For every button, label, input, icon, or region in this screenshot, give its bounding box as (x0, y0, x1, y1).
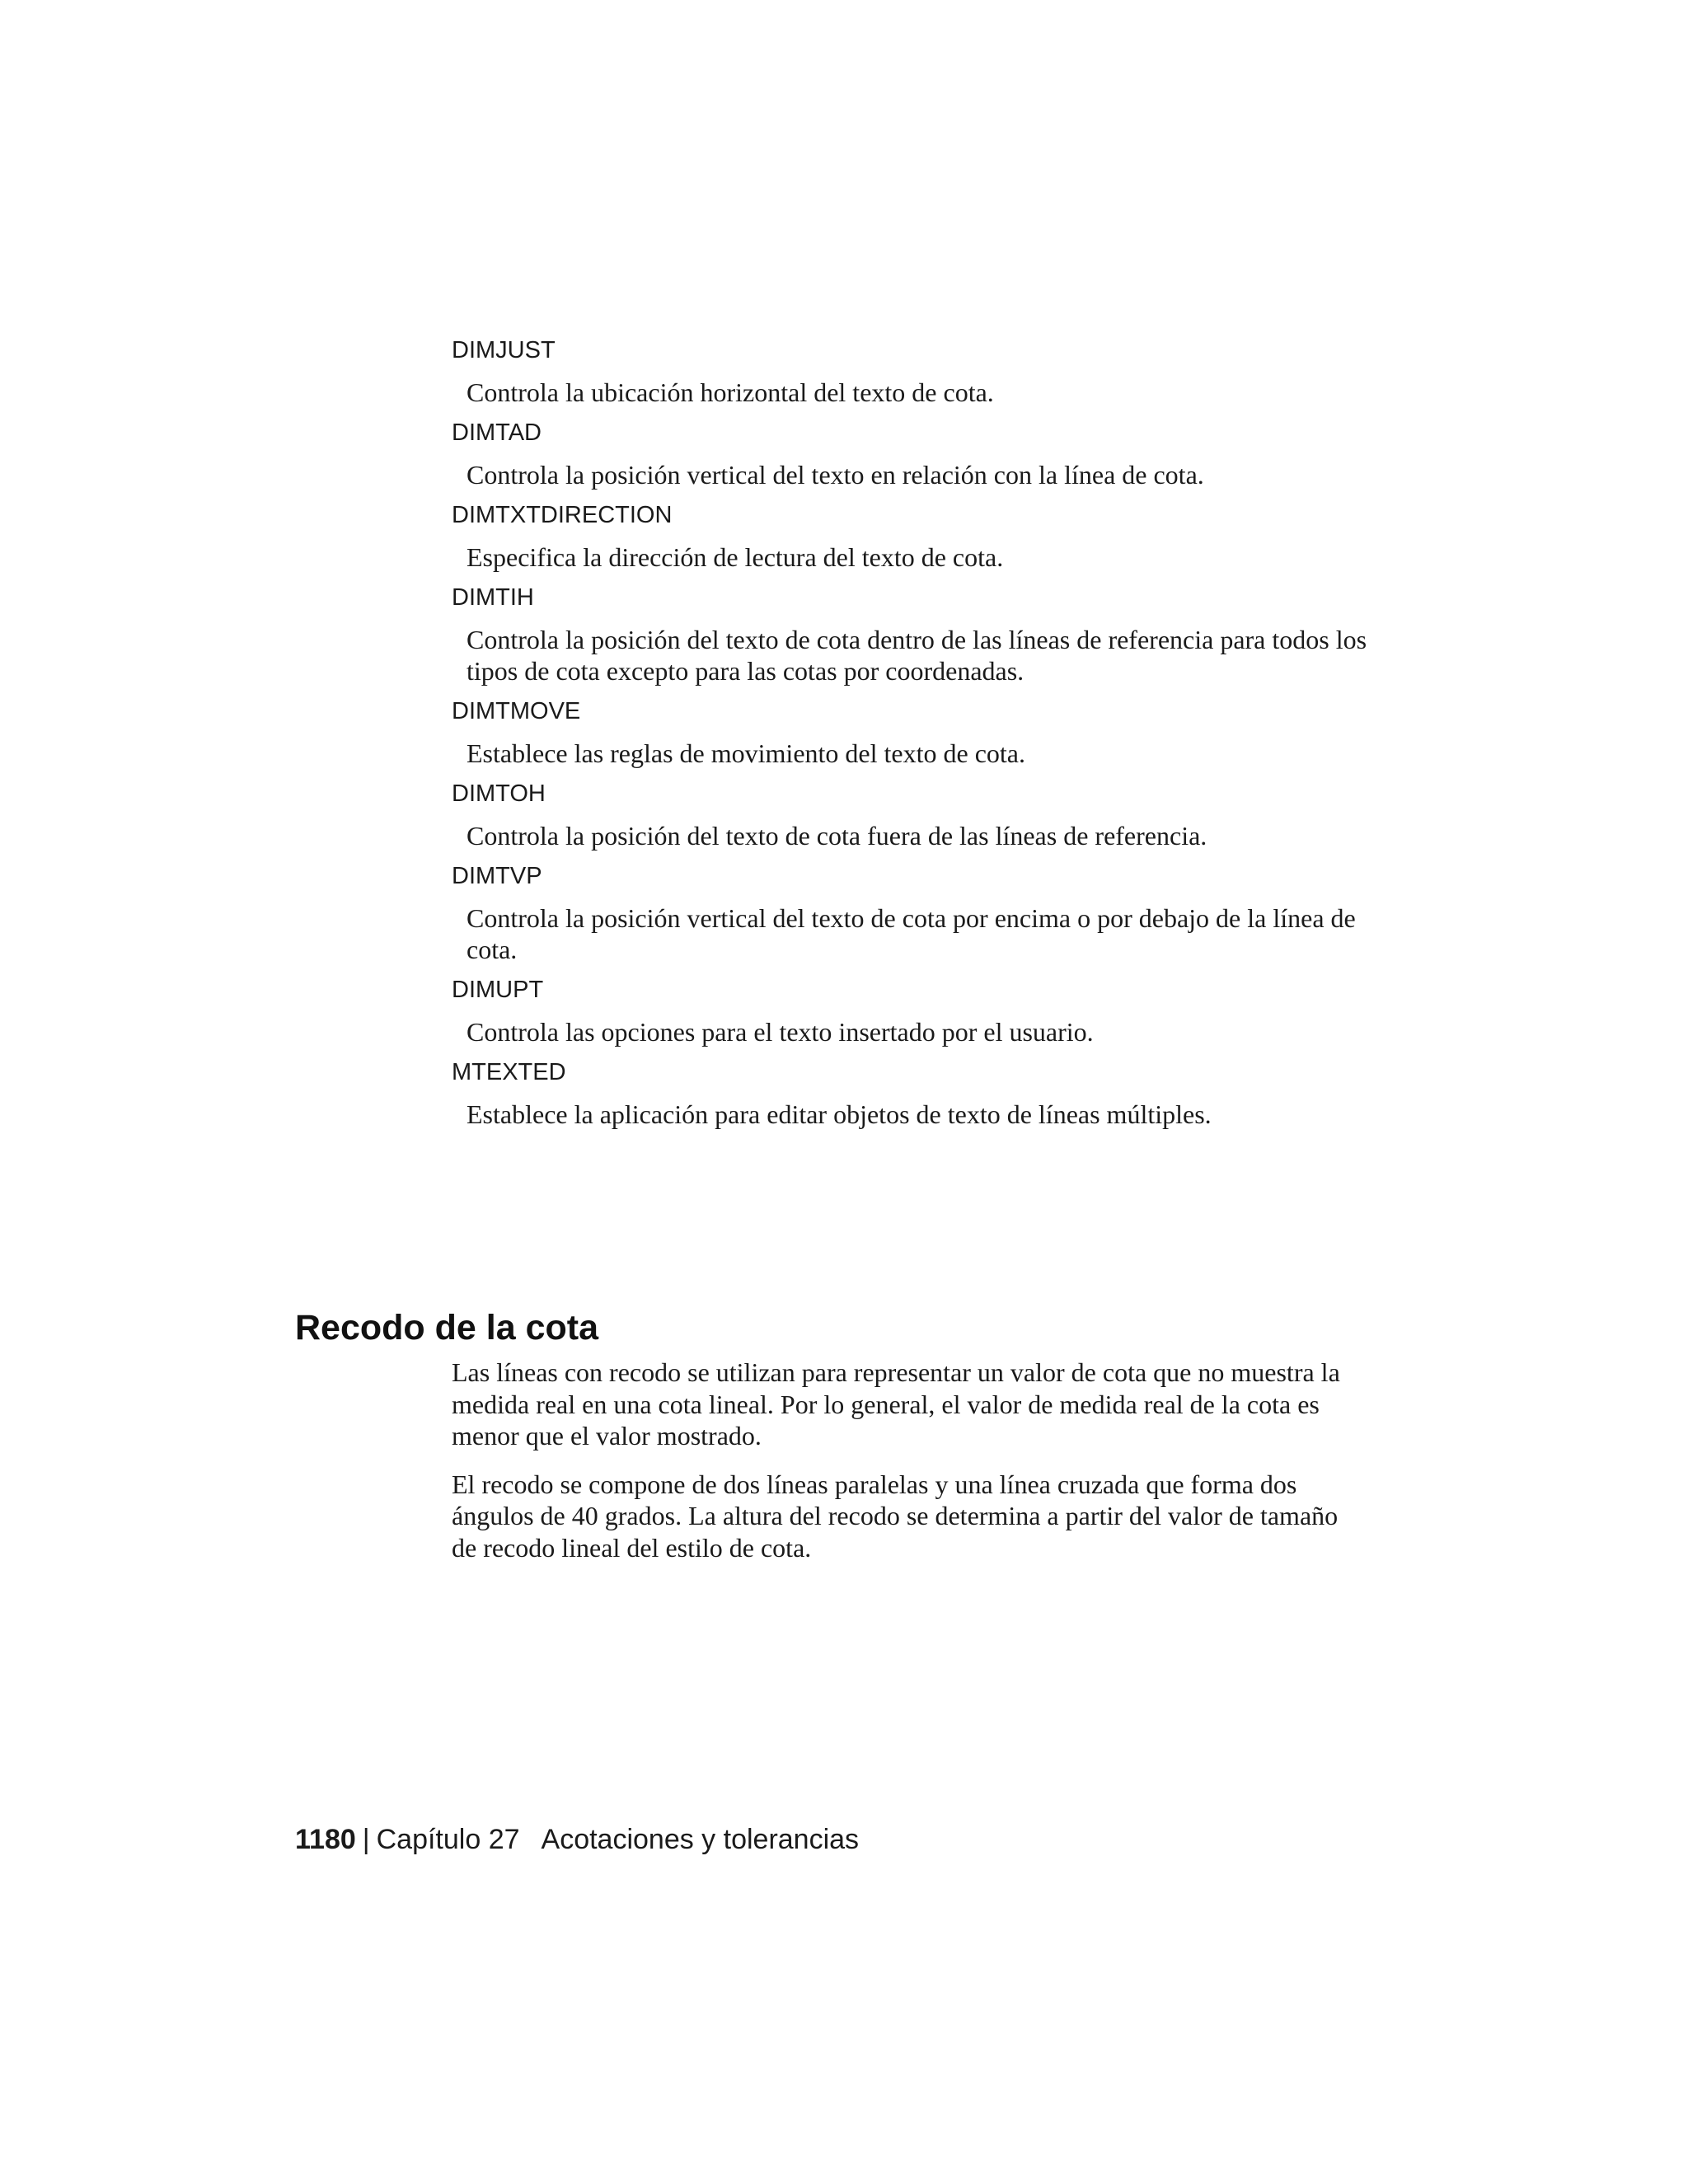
variable-entry (452, 416, 1375, 490)
variable-entry (452, 334, 1375, 408)
footer-separator: | (362, 1824, 370, 1855)
variable-description: Controla la posición del texto de cota dentro de las líneas de referencia para todos los tipos de cota excepto para las cotas por coordenadas. (467, 625, 1367, 686)
variable-name[interactable]: DIMTXTDIRECTION (452, 502, 673, 528)
variable-name[interactable]: DIMTAD (452, 419, 542, 446)
variable-description: Controla la posición vertical del texto de cota por encima o por debajo de la línea de cota. (467, 903, 1356, 964)
page-footer (295, 1821, 859, 1858)
variable-entry (452, 695, 1375, 769)
variable-entry (452, 1056, 1375, 1130)
system-variable-list (452, 334, 1375, 1138)
variable-description: Establece las reglas de movimiento del texto de cota. (467, 738, 1025, 768)
variable-name[interactable]: DIMTIH (452, 584, 534, 611)
variable-name[interactable]: DIMUPT (452, 977, 544, 1003)
page-number: 1180 (295, 1824, 356, 1855)
variable-name[interactable]: DIMTMOVE (452, 698, 581, 724)
variable-description: Establece la aplicación para editar objetos de texto de líneas múltiples. (467, 1099, 1212, 1129)
variable-description: Controla la posición del texto de cota fuera de las líneas de referencia. (467, 821, 1207, 851)
variable-description: Controla las opciones para el texto insertado por el usuario. (467, 1017, 1094, 1047)
variable-entry (452, 581, 1375, 687)
variable-entry (452, 777, 1375, 851)
variable-description: Controla la ubicación horizontal del texto de cota. (467, 377, 994, 407)
variable-entry (452, 499, 1375, 573)
variable-name[interactable]: MTEXTED (452, 1059, 566, 1085)
variable-entry (452, 973, 1375, 1047)
variable-entry (452, 860, 1375, 965)
variable-name[interactable]: DIMJUST (452, 337, 556, 363)
body-paragraph: Las líneas con recodo se utilizan para representar un valor de cota que no muestra la medida real en una cota lineal. Por lo general, el valor de medida real de la cota es menor que el valor mostrado. (452, 1357, 1340, 1451)
variable-description: Especifica la dirección de lectura del texto de cota. (467, 542, 1004, 572)
variable-name[interactable]: DIMTVP (452, 863, 542, 889)
variable-description: Controla la posición vertical del texto en relación con la línea de cota. (467, 460, 1204, 490)
section-heading: Recodo de la cota (295, 1308, 598, 1347)
body-paragraph: El recodo se compone de dos líneas paralelas y una línea cruzada que forma dos ángulos de 40 grados. La altura del recodo se determina a partir del valor de tamaño de recodo lineal del estilo de cota. (452, 1469, 1339, 1563)
chapter-title: Acotaciones y tolerancias (541, 1824, 860, 1855)
chapter-label: Capítulo 27 (376, 1824, 520, 1855)
section-body (452, 1357, 1350, 1580)
variable-name[interactable]: DIMTOH (452, 780, 546, 807)
